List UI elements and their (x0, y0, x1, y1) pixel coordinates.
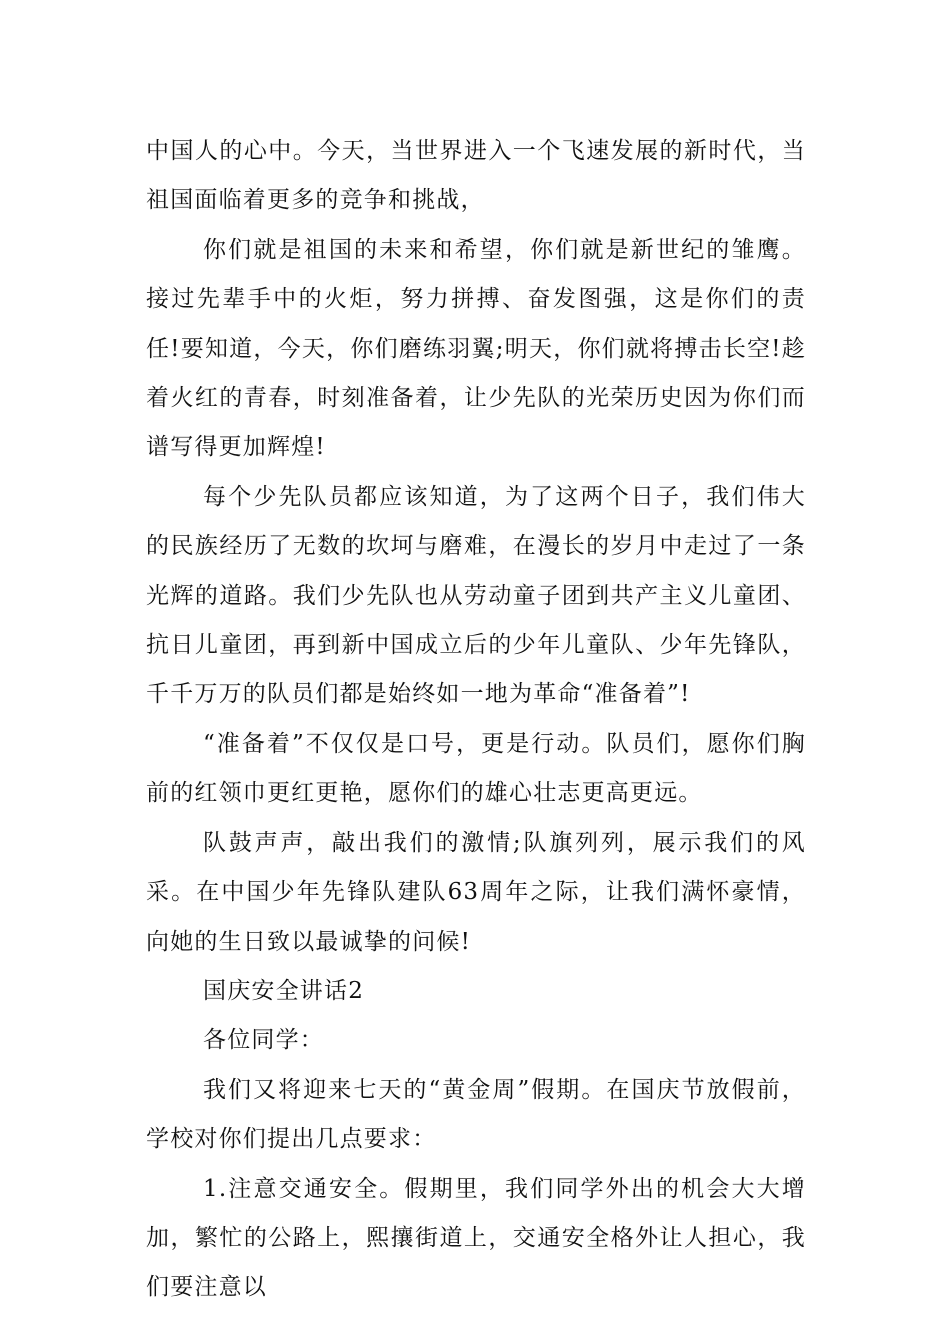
section-title: 国庆安全讲话2 (203, 977, 365, 1004)
paragraph-history: 每个少先队员都应该知道，为了这两个日子，我们伟大的民族经历了无数的坎坷与磨难，在漫长的岁月中走过了一条光辉的道路。我们少先队也从劳动童子团到共产主义儿童团、抗日儿童团，再到新中国成立后的少年儿童队、少年先锋队，千千万万的队员们都是始终如一地为革命“准备着”! (146, 483, 806, 708)
paragraph-be-prepared: “准备着”不仅仅是口号，更是行动。队员们，愿你们胸前的红领巾更红更艳，愿你们的雄心壮志更高更远。 (146, 730, 806, 807)
paragraph-future-hope: 你们就是祖国的未来和希望，你们就是新世纪的雏鹰。接过先辈手中的火炬，努力拼搏、奋发图强，这是你们的责任!要知道，今天，你们磨练羽翼;明天，你们就将搏击长空!趁着火红的青春，时刻准备着，让少先队的光荣历史因为你们而谱写得更加辉煌! (146, 236, 806, 461)
document-body (146, 127, 806, 1313)
paragraph-traffic-safety: 1.注意交通安全。假期里，我们同学外出的机会大大增加，繁忙的公路上，熙攘街道上，交通安全格外让人担心，我们要注意以 (146, 1175, 806, 1301)
paragraph-golden-week: 我们又将迎来七天的“黄金周”假期。在国庆节放假前，学校对你们提出几点要求： (146, 1076, 806, 1153)
paragraph-anniversary: 队鼓声声，敲出我们的激情;队旗列列，展示我们的风采。在中国少年先锋队建队63周年之际，让我们满怀豪情，向她的生日致以最诚挚的问候! (146, 829, 806, 955)
salutation: 各位同学： (203, 1027, 324, 1054)
paragraph-continuation: 中国人的心中。今天，当世界进入一个飞速发展的新时代，当祖国面临着更多的竞争和挑战， (146, 138, 806, 214)
